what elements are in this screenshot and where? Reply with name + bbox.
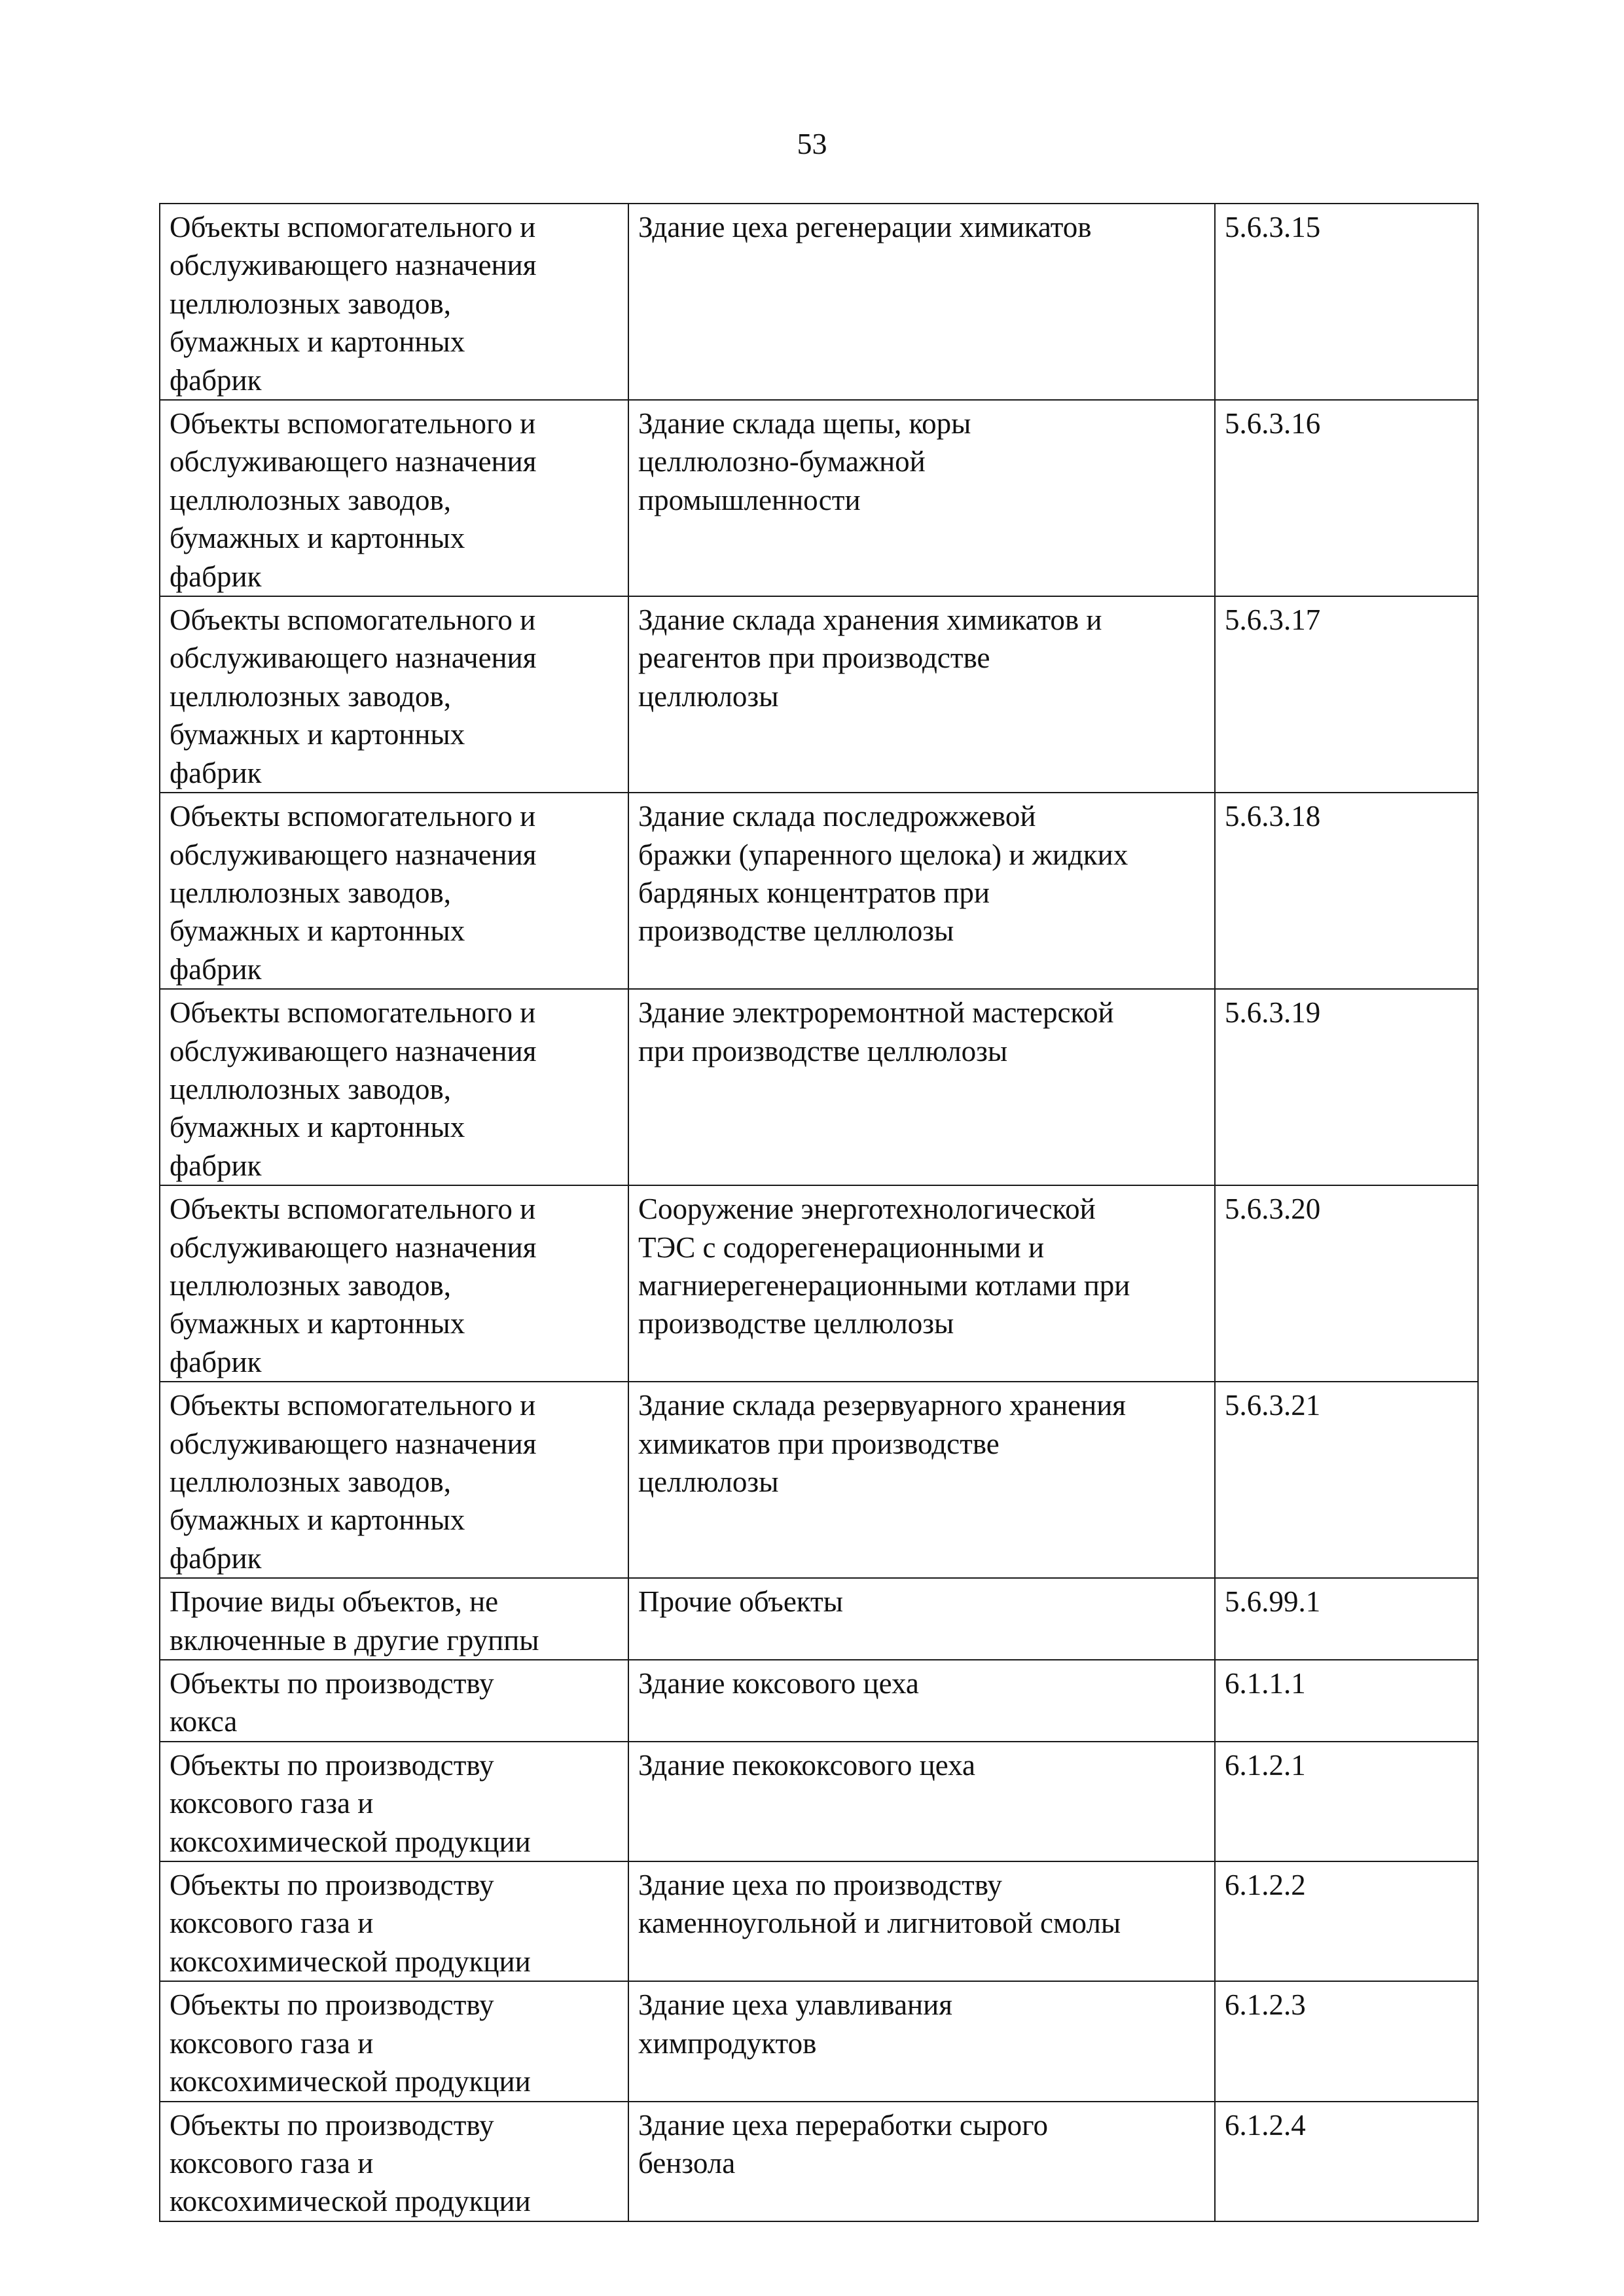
table-row [160, 2102, 1478, 2221]
code-cell: 6.1.2.1 [1215, 1742, 1478, 1861]
code-cell: 5.6.3.19 [1215, 989, 1478, 1185]
table-row [160, 1185, 1478, 1382]
object-name-cell: Здание цеха по производству каменноугольной и лигнитовой смолы [628, 1861, 1215, 1981]
object-name-cell: Здание склада щепы, коры целлюлозно-бумажной промышленности [628, 400, 1215, 596]
category-cell: Объекты вспомогательного и обслуживающего назначения целлюлозных заводов, бумажных и картонных фабрик [160, 1185, 628, 1382]
code-cell: 6.1.2.4 [1215, 2102, 1478, 2221]
code-cell: 5.6.3.15 [1215, 204, 1478, 400]
code-cell: 6.1.2.2 [1215, 1861, 1478, 1981]
category-cell: Объекты по производству кокса [160, 1660, 628, 1742]
category-cell: Объекты вспомогательного и обслуживающего назначения целлюлозных заводов, бумажных и картонных фабрик [160, 989, 628, 1185]
objects-table [159, 203, 1479, 2222]
table-row [160, 1981, 1478, 2101]
category-cell: Объекты по производству коксового газа и коксохимической продукции [160, 1981, 628, 2101]
code-cell: 5.6.3.20 [1215, 1185, 1478, 1382]
object-name-cell: Прочие объекты [628, 1578, 1215, 1660]
object-name-cell: Здание цеха улавливания химпродуктов [628, 1981, 1215, 2101]
category-cell: Объекты по производству коксового газа и коксохимической продукции [160, 1861, 628, 1981]
table-row [160, 989, 1478, 1185]
object-name-cell: Здание склада хранения химикатов и реагентов при производстве целлюлозы [628, 596, 1215, 793]
table-row [160, 1742, 1478, 1861]
category-cell: Прочие виды объектов, не включенные в другие группы [160, 1578, 628, 1660]
object-name-cell: Здание электроремонтной мастерской при производстве целлюлозы [628, 989, 1215, 1185]
object-name-cell: Здание цеха регенерации химикатов [628, 204, 1215, 400]
category-cell: Объекты вспомогательного и обслуживающего назначения целлюлозных заводов, бумажных и картонных фабрик [160, 793, 628, 989]
table-row [160, 1382, 1478, 1578]
object-name-cell: Здание коксового цеха [628, 1660, 1215, 1742]
table-row [160, 596, 1478, 793]
code-cell: 6.1.2.3 [1215, 1981, 1478, 2101]
category-cell: Объекты по производству коксового газа и коксохимической продукции [160, 1742, 628, 1861]
object-name-cell: Здание цеха переработки сырого бензола [628, 2102, 1215, 2221]
category-cell: Объекты вспомогательного и обслуживающего назначения целлюлозных заводов, бумажных и картонных фабрик [160, 204, 628, 400]
category-cell: Объекты вспомогательного и обслуживающего назначения целлюлозных заводов, бумажных и картонных фабрик [160, 400, 628, 596]
table-row [160, 793, 1478, 989]
code-cell: 5.6.3.17 [1215, 596, 1478, 793]
code-cell: 5.6.3.21 [1215, 1382, 1478, 1578]
object-name-cell: Здание склада резервуарного хранения химикатов при производстве целлюлозы [628, 1382, 1215, 1578]
category-cell: Объекты по производству коксового газа и коксохимической продукции [160, 2102, 628, 2221]
object-name-cell: Здание пекококсового цеха [628, 1742, 1215, 1861]
category-cell: Объекты вспомогательного и обслуживающего назначения целлюлозных заводов, бумажных и картонных фабрик [160, 596, 628, 793]
code-cell: 5.6.3.16 [1215, 400, 1478, 596]
table-row [160, 1578, 1478, 1660]
category-cell: Объекты вспомогательного и обслуживающего назначения целлюлозных заводов, бумажных и картонных фабрик [160, 1382, 628, 1578]
code-cell: 5.6.99.1 [1215, 1578, 1478, 1660]
code-cell: 6.1.1.1 [1215, 1660, 1478, 1742]
object-name-cell: Сооружение энерготехнологической ТЭС с содорегенерационными и магниерегенерационными котлами при производстве целлюлозы [628, 1185, 1215, 1382]
table-row [160, 1861, 1478, 1981]
table-row [160, 204, 1478, 400]
table-row [160, 1660, 1478, 1742]
code-cell: 5.6.3.18 [1215, 793, 1478, 989]
table-row [160, 400, 1478, 596]
page-number: 53 [797, 127, 827, 160]
object-name-cell: Здание склада последрожжевой бражки (упаренного щелока) и жидких бардяных концентратов при производстве целлюлозы [628, 793, 1215, 989]
